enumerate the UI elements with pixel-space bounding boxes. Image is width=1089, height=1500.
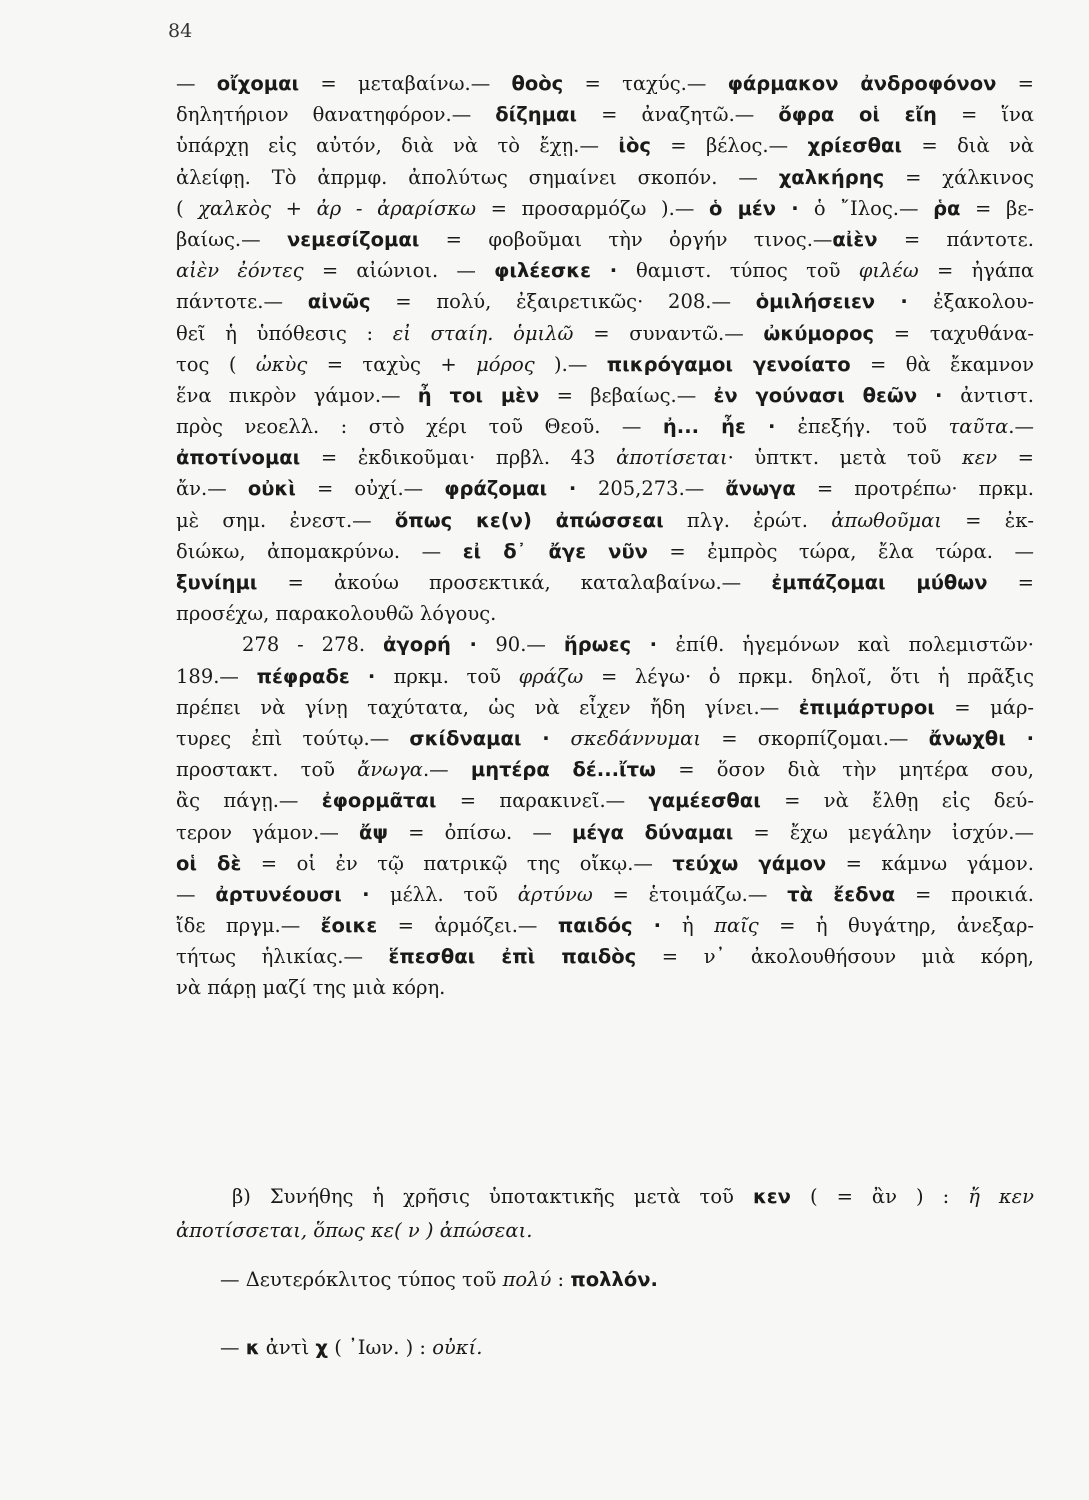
gloss-text: πρέπει νὰ γίνῃ ταχύτατα, ὡς νὰ εἶχεν ἤδη γίνει.— [176, 695, 799, 719]
section-b-line-2 [176, 1214, 1034, 1248]
gloss-text: = ἑτοιμάζω.— [592, 882, 788, 906]
italic-term: φράζω [518, 664, 584, 688]
lemma: χαλκήρης [778, 165, 885, 189]
gloss-line [176, 505, 1034, 536]
gloss-commentary [176, 68, 1034, 1004]
gloss-text: 90.— [495, 633, 564, 657]
gloss-text: = κάμνω γάμον. [826, 851, 1034, 875]
lemma: χρίεσθαι [807, 134, 903, 158]
gloss-text: θαμιστ. τύπος τοῦ [635, 259, 859, 283]
italic-term: αἰὲν ἐόντες [176, 259, 304, 283]
lemma: ἐπιμάρτυροι [798, 695, 935, 719]
gloss-text: = χάλκινος [884, 165, 1034, 189]
lemma: παιδός · [557, 914, 683, 938]
lemma: πικρόγαμοι γενοίατο [606, 352, 851, 376]
lemma: ἰὸς [618, 134, 651, 158]
gloss-text: = προικιά. [895, 882, 1034, 906]
gloss-text: ( ᾽Ιων. ) : [328, 1336, 433, 1359]
gloss-line [176, 598, 1034, 629]
gloss-text: ).— [534, 352, 607, 376]
gloss-line [176, 941, 1034, 972]
gloss-text: = σκορπίζομαι.— [701, 726, 929, 750]
lemma: αἰνῶς [307, 290, 371, 314]
lemma: φράζομαι · [444, 477, 598, 501]
gloss-line [176, 380, 1034, 411]
lemma: οἴχομαι [216, 72, 300, 95]
gloss-text: = διὰ νὰ [902, 134, 1035, 158]
lemma: φιλέεσκε · [494, 259, 636, 283]
page-number: 84 [168, 20, 193, 42]
lemma: ὠκύμορος [763, 321, 875, 345]
lemma: πολλόν. [570, 1268, 658, 1291]
gloss-text: = ἔχω μεγάλην ἰσχύν.— [733, 820, 1034, 844]
lemma: γαμέεσθαι [648, 789, 761, 813]
gloss-line [176, 68, 1034, 99]
gloss-text: ἡ [682, 914, 715, 938]
gloss-text: = πολύ, ἐξαιρετικῶς· 208.— [370, 290, 756, 314]
lemma: πέφραδε · [256, 664, 394, 688]
lemma: οὐκὶ [247, 477, 296, 501]
gloss-text: 189.— [176, 664, 257, 688]
gloss-text: τος ( [176, 352, 256, 376]
gloss-text: = ν᾽ ἀκολουθήσουν μιὰ κόρη, [636, 945, 1034, 969]
lemma: ἕπεσθαι ἐπὶ παιδὸς [388, 945, 637, 969]
deuteroklitos-note [220, 1268, 1040, 1291]
gloss-line [176, 848, 1034, 879]
italic-term: κεν [961, 446, 998, 470]
gloss-text: ὁ ῎Ιλος.— [813, 196, 934, 220]
lemma: ἀγορή · [383, 633, 496, 657]
lemma: ἔοικε [320, 914, 378, 938]
lemma: ἐφορμᾶται [321, 789, 437, 813]
gloss-text: ἐξακολου- [933, 290, 1035, 314]
lemma: ἄνωγα [725, 477, 796, 501]
lemma: κ [245, 1336, 260, 1359]
lemma: ὄφρα οἱ εἴη [778, 103, 937, 127]
gloss-line [176, 723, 1034, 754]
gloss-line [176, 661, 1034, 692]
lemma: χ [315, 1336, 328, 1359]
gloss-text: τυρες ἐπὶ τούτῳ.— [176, 726, 410, 750]
gloss-text: ἐπίθ. ἡγεμόνων καὶ πολεμιστῶν· [675, 633, 1035, 657]
gloss-text: = φοβοῦμαι τὴν ὀργήν τινος.— [419, 227, 833, 251]
gloss-text: · ὑπτκτ. μετὰ τοῦ [727, 446, 962, 470]
italic-term: ἀρτύνω [517, 882, 593, 906]
section-b-line-1 [176, 1180, 1034, 1214]
italic-term: οὐκί. [432, 1336, 483, 1359]
gloss-text: μὲ σημ. ἐνεστ.— [176, 508, 395, 532]
gloss-text: = ταχὺς + [307, 352, 477, 376]
gloss-line [176, 286, 1034, 317]
italic-term: εἰ σταίη. ὁμιλῶ [392, 321, 574, 345]
lemma: τεύχω γάμον [672, 851, 827, 875]
gloss-text: = προτρέπω· πρκμ. [795, 477, 1034, 501]
gloss-line [176, 879, 1034, 910]
gloss-line [176, 411, 1034, 442]
gloss-text: = ὅσον διὰ τὴν μητέρα σου, [656, 758, 1034, 782]
gloss-text: = ἐμπρὸς τώρα, ἔλα τώρα. — [647, 539, 1035, 563]
gloss-text: .— [1008, 415, 1034, 439]
gloss-line [176, 754, 1034, 785]
gloss-text: προστακτ. τοῦ [176, 758, 358, 782]
gloss-line [176, 910, 1034, 941]
gloss-text: ἐπεξήγ. τοῦ [797, 415, 949, 439]
gloss-text: = [987, 571, 1034, 594]
gloss-text: τερον γάμον.— [176, 820, 360, 844]
gloss-line [176, 817, 1034, 848]
gloss-text: — Δευτερόκλιτος τύπος τοῦ [220, 1268, 503, 1291]
lemma: αἰὲν [832, 227, 878, 251]
gloss-text: τήτως ἡλικίας.— [176, 945, 389, 969]
gloss-text: ἴδε πργμ.— [176, 914, 321, 938]
gloss-text: = προσαρμόζω ).— [475, 196, 709, 220]
gloss-text: = θὰ ἔκαμνον [850, 352, 1034, 376]
gloss-text: νὰ πάρῃ μαζί της μιὰ κόρη. [176, 976, 446, 1000]
gloss-text: = ταχύς.— [563, 72, 728, 95]
gloss-text: ἄν.— [176, 477, 248, 501]
gloss-line [176, 318, 1034, 349]
lemma: ὁ μέν · [708, 196, 814, 220]
gloss-text: ἀντὶ [259, 1336, 316, 1359]
gloss-text: = νὰ ἔλθῃ εἰς δεύ- [760, 789, 1034, 813]
gloss-text: = βεβαίως.— [539, 383, 714, 407]
lemma: μητέρα δέ...ἴτω [470, 758, 657, 782]
lemma: οἱ δὲ [176, 851, 242, 875]
lemma: σκίδναμαι · [409, 726, 571, 750]
lemma: ἐμπάζομαι μύθων [771, 571, 988, 594]
gloss-text: πρὸς νεοελλ. : στὸ χέρι τοῦ Θεοῦ. — [176, 415, 663, 439]
gloss-text: — [220, 1336, 246, 1359]
italic-term: παῖς [714, 914, 759, 938]
gloss-line [176, 692, 1034, 723]
gloss-line [176, 255, 1034, 286]
gloss-text: = ἵνα [936, 103, 1035, 127]
gloss-text: ἀντιστ. [960, 383, 1035, 407]
italic-term: ἄνωγα [357, 758, 423, 782]
lemma: ξυνίημι [176, 571, 258, 594]
italic-term: πολύ [502, 1268, 552, 1291]
gloss-text: πρκμ. τοῦ [393, 664, 519, 688]
gloss-text: = βέλος.— [650, 134, 808, 158]
gloss-text: = [996, 72, 1034, 95]
lemma: ἄνωχθι · [928, 726, 1034, 750]
gloss-text: .— [422, 758, 471, 782]
gloss-text: = ταχυθάνα- [874, 321, 1034, 345]
gloss-text: = μάρ- [934, 695, 1034, 719]
gloss-text: = λέγω· ὁ πρκμ. δηλοῖ, ὅτι ἡ πρᾶξις [583, 664, 1035, 688]
lemma: ἥρωες · [563, 633, 676, 657]
italic-term: χαλκὸς + ἀρ - ἀραρίσκω [198, 196, 476, 220]
gloss-text: 278 - 278. [242, 633, 384, 657]
italic-term: σκεδάννυμαι [570, 726, 701, 750]
lemma: ἦ τοι μὲν [417, 383, 540, 407]
gloss-text: = οὐχί.— [295, 477, 445, 501]
gloss-line [176, 473, 1034, 504]
gloss-line [176, 162, 1034, 193]
lemma: ὅπως κε(ν) ἀπώσσεαι [394, 508, 664, 532]
gloss-line [176, 567, 1034, 598]
lemma: ἠ... ἦε · [662, 415, 798, 439]
gloss-text: = βε- [960, 196, 1034, 220]
gloss-text: — [176, 882, 216, 906]
gloss-text: πλγ. ἐρώτ. [663, 508, 832, 532]
gloss-text: 205,273.— [597, 477, 726, 501]
gloss-text: ἕνα πικρὸν γάμον.— [176, 383, 418, 407]
gloss-line [176, 629, 1034, 660]
gloss-text: βαίως.— [176, 227, 287, 251]
gloss-line [176, 99, 1034, 130]
gloss-text: = ἁρμόζει.— [377, 914, 558, 938]
gloss-text: προσέχω, παρακολουθῶ λόγους. [176, 602, 497, 626]
gloss-line [176, 536, 1034, 567]
lemma: ἐν γούνασι θεῶν · [713, 383, 961, 407]
gloss-text: ἀλείφῃ. Τὸ ἀπρμφ. ἀπολύτως σημαίνει σκοπόν. — [176, 165, 779, 189]
lemma: ἄψ [359, 820, 388, 844]
gloss-line [176, 130, 1034, 161]
gloss-text: μέλλ. τοῦ [389, 882, 518, 906]
gloss-text: ὑπάρχῃ εἰς αὐτόν, διὰ νὰ τὸ ἔχῃ.— [176, 134, 619, 158]
gloss-text: πάντοτε.— [176, 290, 308, 314]
gloss-text: = μεταβαίνω.— [299, 72, 512, 95]
italic-term: ἀπωθοῦμαι [831, 508, 942, 532]
lemma: κεν [752, 1185, 791, 1208]
lemma: ὁμιλήσειεν · [755, 290, 934, 314]
gloss-text: = ἐκ- [941, 508, 1034, 532]
gloss-text: = ἡ θυγάτηρ, ἀνεξαρ- [758, 914, 1034, 938]
lemma: εἰ δ᾽ ἄγε νῦν [462, 539, 648, 563]
gloss-text: — [176, 72, 217, 95]
gloss-text: = [997, 446, 1034, 470]
section-b-note [176, 1180, 1034, 1248]
gloss-text: = ἠγάπα [918, 259, 1034, 283]
lemma: θοὸς [511, 72, 564, 95]
lemma: νεμεσίζομαι [286, 227, 420, 251]
gloss-text: = ἀναζητῶ.— [577, 103, 779, 127]
italic-term: φιλέω [858, 259, 919, 283]
gloss-line [176, 224, 1034, 255]
lemma: μέγα δύναμαι [571, 820, 734, 844]
gloss-line [176, 972, 1034, 1003]
gloss-text: = ὀπίσω. — [387, 820, 572, 844]
italic-term: ἤ κεν [968, 1185, 1034, 1208]
gloss-text: ( = ἂν ) : [790, 1185, 969, 1208]
italic-term: ἀποτίσσεται, ὅπως κε( ν ) ἀπώσεαι. [176, 1219, 533, 1242]
gloss-text: = παρακινεῖ.— [436, 789, 649, 813]
gloss-text: = αἰώνιοι. — [303, 259, 495, 283]
gloss-text: = οἱ ἐν τῷ πατρικῷ της οἴκῳ.— [241, 851, 673, 875]
lemma: φάρμακον ἀνδροφόνον [727, 72, 997, 95]
gloss-line [176, 785, 1034, 816]
gloss-text: β) Συνήθης ἡ χρῆσις ὑποτακτικῆς μετὰ τοῦ [232, 1185, 753, 1208]
gloss-line [176, 193, 1034, 224]
kappa-note [220, 1336, 1040, 1359]
gloss-line [176, 349, 1034, 380]
gloss-text: = πάντοτε. [877, 227, 1034, 251]
italic-term: μόρος [476, 352, 535, 376]
gloss-text: = ἀκούω προσεκτικά, καταλαβαίνω.— [257, 571, 772, 594]
lemma: δίζημαι [495, 103, 578, 127]
italic-term: ὠκὺς [255, 352, 308, 376]
lemma: ἀρτυνέουσι · [215, 882, 390, 906]
gloss-text: = ἐκδικοῦμαι· πρβλ. 43 [300, 446, 617, 470]
gloss-text: θεῖ ἡ ὑπόθεσις : [176, 321, 393, 345]
gloss-text: = συναντῶ.— [573, 321, 764, 345]
italic-term: ἀποτίσεται [616, 446, 728, 470]
gloss-line [176, 442, 1034, 473]
gloss-text: ἂς πάγῃ.— [176, 789, 322, 813]
gloss-text: δηλητήριον θανατηφόρον.— [176, 103, 496, 127]
lemma: ῥα [933, 196, 961, 220]
gloss-text: ( [176, 196, 199, 220]
lemma: τὰ ἔεδνα [787, 882, 896, 906]
italic-term: ταῦτα [948, 415, 1009, 439]
gloss-text: διώκω, ἀπομακρύνω. — [176, 539, 463, 563]
gloss-text: : [551, 1268, 571, 1291]
lemma: ἀποτίνομαι [176, 446, 301, 470]
